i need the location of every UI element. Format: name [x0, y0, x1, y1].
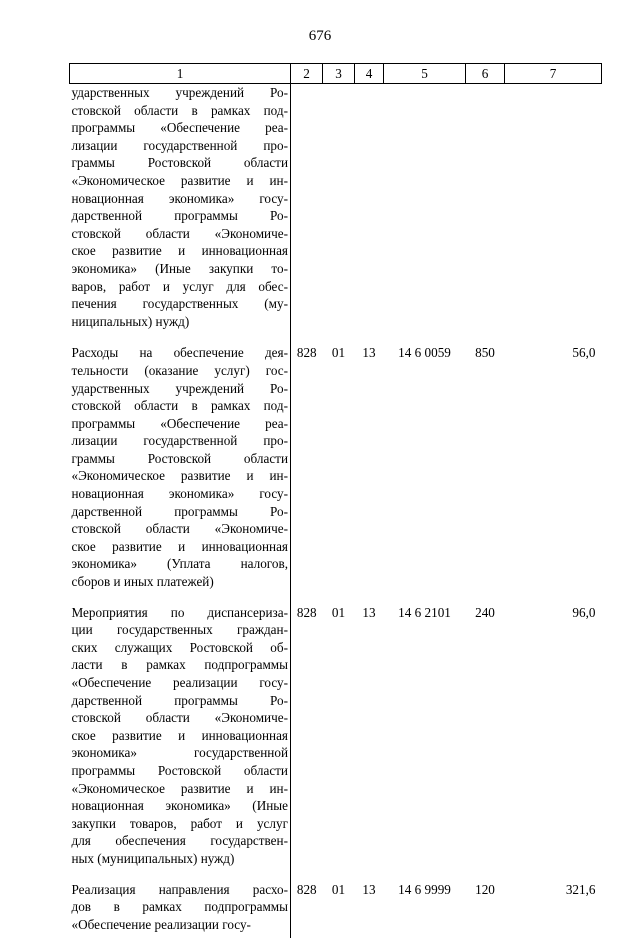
description-line: «Обеспечение реализации госу- [71, 675, 288, 690]
section-cell: 01 [331, 604, 346, 620]
target-article-cell: 14 6 0059 [398, 345, 451, 361]
description-line: стовской области «Экономиче- [71, 521, 288, 537]
table-row [70, 596, 602, 873]
table-row [70, 84, 602, 337]
description-line: печения государственных (му- [71, 296, 288, 312]
table-row [70, 873, 602, 938]
description-line: «Экономическое развитие и ин- [71, 780, 288, 796]
description-line: новационная экономика» (Иные [71, 798, 288, 814]
column-header: 6 [466, 64, 505, 84]
description-line: стовской области в рамках под- [71, 398, 288, 414]
description-line: ское развитие и инновационная [71, 727, 288, 743]
description-line: стовской области в рамках под- [71, 102, 288, 118]
expense-type-cell: 120 [475, 881, 495, 897]
description-line: граммы Ростовской области [71, 155, 288, 171]
target-article-cell: 14 6 9999 [398, 881, 451, 897]
amount-cell: 56,0 [572, 345, 596, 361]
table-row [70, 336, 602, 595]
description-line: дарственной программы Ро- [71, 692, 288, 708]
table-header-row [70, 64, 602, 84]
description-line: дов в рамках подпрограммы [71, 899, 288, 915]
amount-cell: 96,0 [572, 604, 596, 620]
description-line: ции государственных граждан- [71, 622, 288, 638]
description-line: дарственной программы Ро- [71, 503, 288, 519]
section-cell: 01 [331, 345, 346, 361]
description-line: ниципальных) нужд) [71, 313, 190, 329]
row-description [70, 84, 291, 337]
description-line: ское развитие и инновационная [71, 243, 288, 259]
description-line: Расходы на обеспечение дея- [71, 345, 288, 361]
column-header: 2 [291, 64, 323, 84]
admin-code-cell: 828 [296, 881, 317, 897]
column-header: 3 [323, 64, 355, 84]
description-line: ских служащих Ростовской об- [71, 639, 288, 655]
description-line: Реализация направления расхо- [71, 881, 288, 897]
description-line: закупки товаров, работ и услуг [71, 815, 288, 831]
description-line: сборов и иных платежей) [71, 574, 214, 590]
subsection-cell: 13 [362, 604, 376, 620]
row-description [70, 336, 291, 595]
row-description [70, 596, 291, 873]
subsection-cell: 13 [362, 345, 376, 361]
description-line: новационная экономика» госу- [71, 486, 288, 502]
target-article-cell [384, 84, 466, 337]
description-line: для обеспечения государствен- [71, 833, 288, 849]
expense-type-cell: 850 [475, 345, 495, 361]
column-header: 5 [384, 64, 466, 84]
description-line: ударственных учреждений Ро- [71, 85, 288, 100]
description-line: тельности (оказание услуг) гос- [71, 362, 288, 378]
target-article-cell: 14 6 2101 [398, 604, 451, 620]
admin-code-cell: 828 [296, 345, 317, 361]
column-header: 4 [355, 64, 384, 84]
description-line: ласти в рамках подпрограммы [71, 657, 288, 673]
subsection-cell [355, 84, 384, 337]
description-line: варов, работ и услуг для обес- [71, 278, 288, 294]
description-line: программы Ростовской области [71, 762, 288, 778]
description-line: ское развитие и инновационная [71, 538, 288, 554]
amount-cell: 321,6 [565, 881, 596, 897]
section-cell [323, 84, 355, 337]
description-line: лизации государственной про- [71, 137, 288, 153]
description-line: стовской области «Экономиче- [71, 710, 288, 726]
description-line: дарственной программы Ро- [71, 208, 288, 224]
description-line: программы «Обеспечение реа- [71, 415, 288, 431]
description-line: «Экономическое развитие и ин- [71, 468, 288, 484]
description-line: новационная экономика» госу- [71, 190, 288, 206]
amount-cell [505, 84, 602, 337]
description-line: «Обеспечение реализации госу- [71, 916, 251, 932]
admin-code-cell [291, 84, 323, 337]
column-header: 1 [70, 64, 291, 84]
description-line: экономика» (Иные закупки то- [71, 260, 288, 276]
description-line: экономика» (Уплата налогов, [71, 556, 288, 572]
expense-type-cell: 240 [475, 604, 495, 620]
section-cell: 01 [331, 881, 346, 897]
description-line: «Экономическое развитие и ин- [71, 172, 288, 188]
admin-code-cell: 828 [296, 604, 317, 620]
row-description [70, 873, 291, 938]
description-line: ударственных учреждений Ро- [71, 380, 288, 396]
description-line: Мероприятия по диспансериза- [71, 604, 288, 620]
description-line: экономика» государственной [71, 745, 288, 761]
subsection-cell: 13 [362, 881, 376, 897]
description-line: лизации государственной про- [71, 433, 288, 449]
description-line: ных (муниципальных) нужд) [71, 850, 235, 866]
expense-type-cell [466, 84, 505, 337]
description-line: стовской области «Экономиче- [71, 225, 288, 241]
budget-table [69, 63, 602, 938]
description-line: программы «Обеспечение реа- [71, 120, 288, 136]
description-line: граммы Ростовской области [71, 450, 288, 466]
page-number: 676 [308, 28, 332, 44]
column-header: 7 [505, 64, 602, 84]
